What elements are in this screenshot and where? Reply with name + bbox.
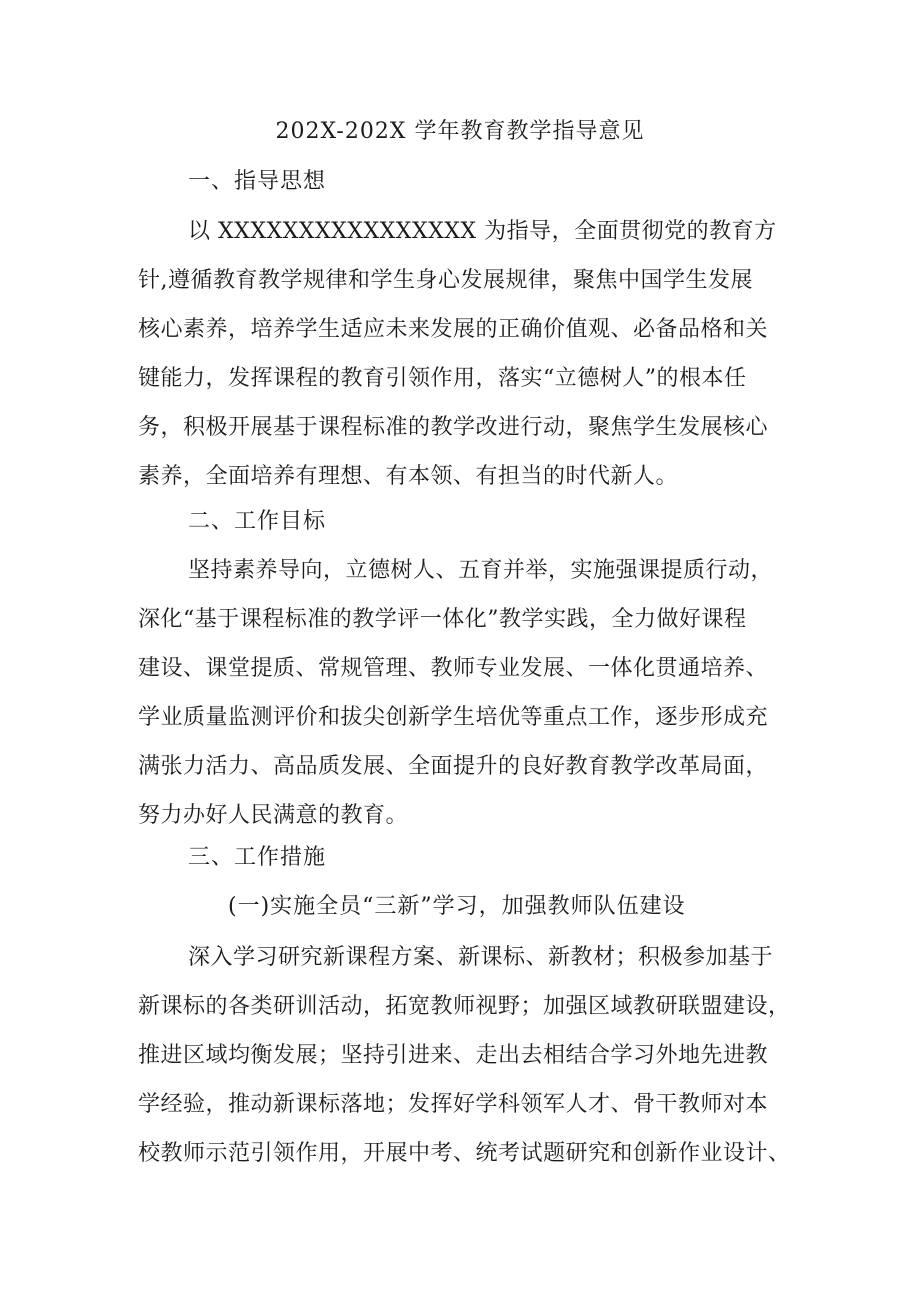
paragraph-line: 新课标的各类研训活动，拓宽教师视野；加强区域教研联盟建设，	[138, 994, 791, 1019]
paragraph-line: 以 XXXXXXXXXXXXXXXX 为指导，全面贯彻党的教育方	[188, 219, 777, 244]
paragraph-line: 务，积极开展基于课程标准的教学改进行动，聚焦学生发展核心	[138, 415, 769, 440]
paragraph-work-goals	[138, 546, 788, 840]
section-heading-work-goals: 二、工作目标	[188, 509, 327, 534]
paragraph-line: 学经验，推动新课标落地；发挥好学科领军人才、骨干教师对本	[138, 1092, 769, 1117]
paragraph-line: 建设、课堂提质、常规管理、教师专业发展、一体化贯通培养、	[138, 656, 769, 681]
paragraph-line: 深入学习研究新课程方案、新课标、新教材；积极参加基于	[188, 945, 774, 970]
paragraph-line: 键能力，发挥课程的教育引领作用，落实“立德树人”的根本任	[138, 366, 747, 391]
paragraph-line: 推进区域均衡发展；坚持引进来、走出去相结合学习外地先进教	[138, 1043, 769, 1068]
paragraph-line: 学业质量监测评价和拔尖创新学生培优等重点工作，逐步形成充	[138, 705, 769, 730]
section-heading-work-measures: 三、工作措施	[188, 845, 327, 870]
paragraph-guiding-ideology	[138, 207, 788, 501]
paragraph-line: 校教师示范引领作用，开展中考、统考试题研究和创新作业设计、	[138, 1141, 791, 1166]
paragraph-line: 素养，全面培养有理想、有本领、有担当的时代新人。	[138, 464, 679, 489]
section-heading-guiding-ideology: 一、指导思想	[188, 169, 327, 194]
paragraph-teacher-training	[138, 933, 791, 1178]
paragraph-line: 深化“基于课程标准的教学评一体化”教学实践，全力做好课程	[138, 607, 747, 632]
paragraph-line: 核心素养，培养学生适应未来发展的正确价值观、必备品格和关	[138, 317, 769, 342]
paragraph-line: 努力办好人民满意的教育。	[138, 803, 409, 828]
paragraph-line: 坚持素养导向，立德树人、五育并举，实施强课提质行动，	[188, 558, 774, 583]
subsection-heading-teacher-training: (一)实施全员“三新”学习，加强教师队伍建设	[228, 894, 686, 919]
document-title: 202X-202X 学年教育教学指导意见	[275, 119, 645, 144]
paragraph-line: 满张力活力、高品质发展、全面提升的良好教育教学改革局面，	[138, 754, 769, 779]
paragraph-line: 针,遵循教育教学规律和学生身心发展规律，聚焦中国学生发展	[138, 268, 753, 293]
